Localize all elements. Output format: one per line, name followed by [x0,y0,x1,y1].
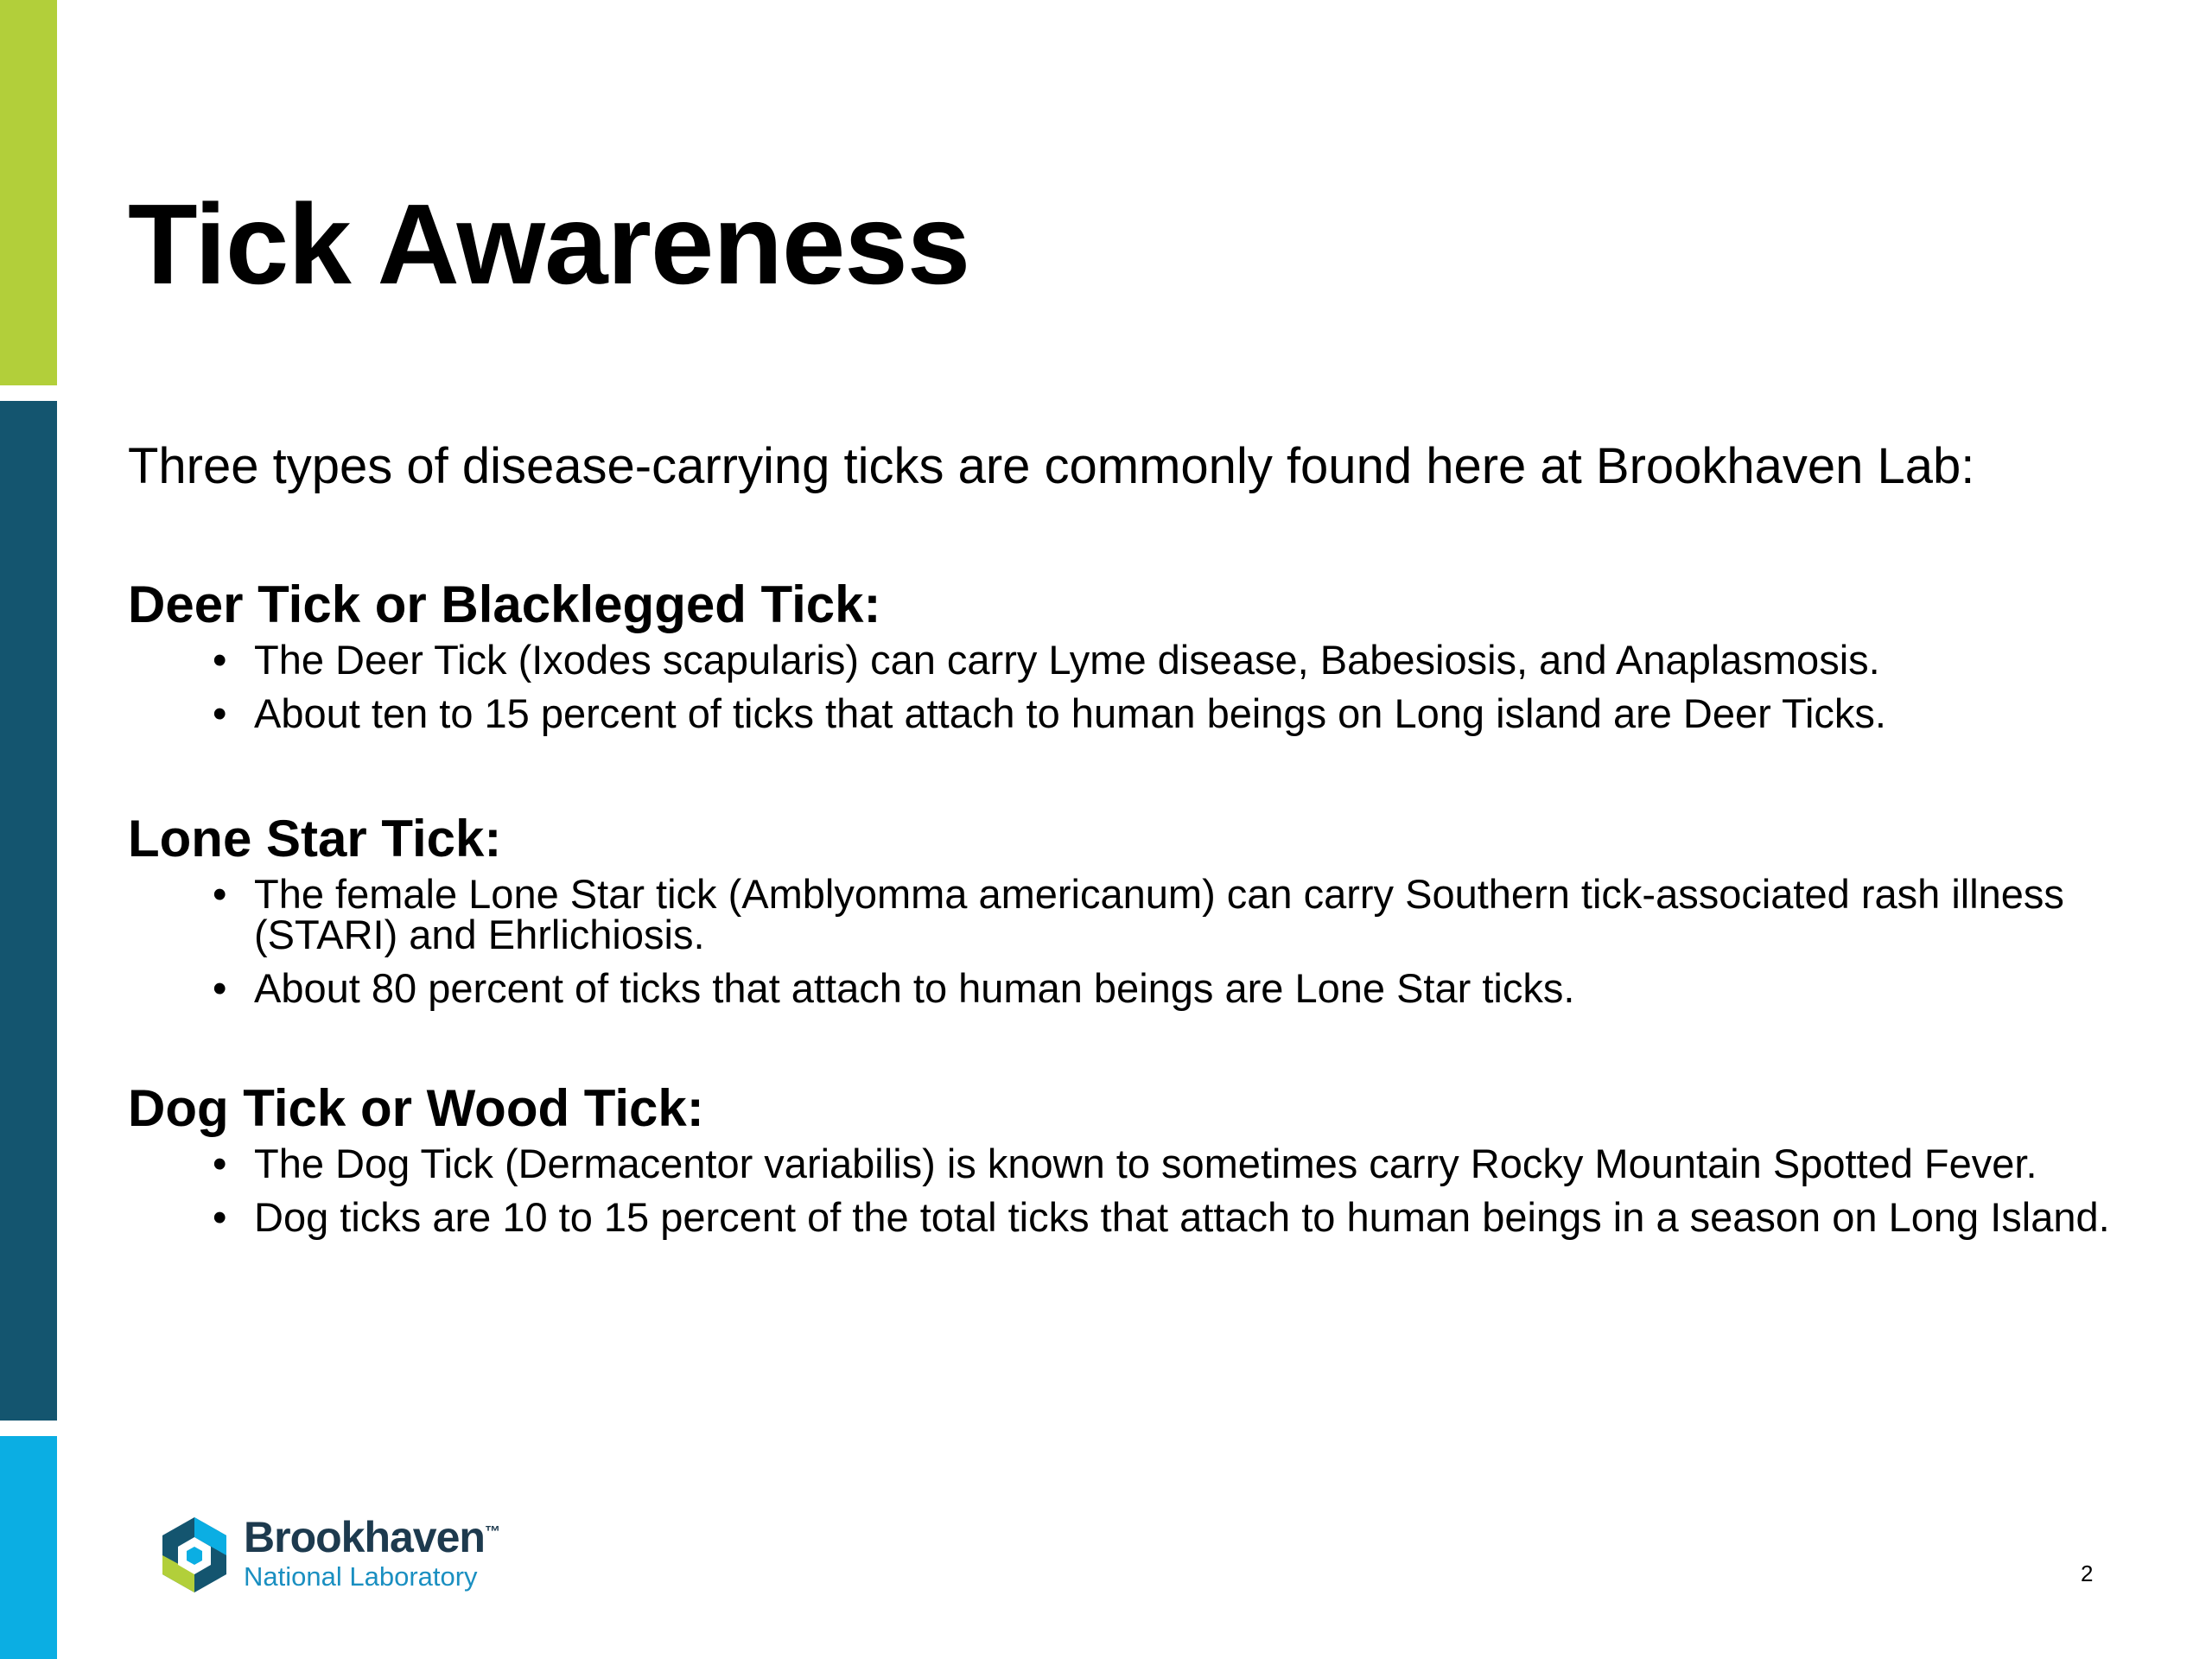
bullet-icon: • [213,637,227,683]
brookhaven-hexagon-icon [157,1514,232,1597]
accent-bar-green [0,0,57,385]
accent-bar-navy [0,401,57,1421]
list-item [213,871,2115,957]
list-item-text: The female Lone Star tick (Amblyomma americanum) can carry Southern tick-associated rash illness (STARI) and Ehrlichiosis. [254,871,2064,957]
bullet-icon: • [213,965,227,1011]
section-dog-tick [128,1077,2115,1250]
list-item-text: About ten to 15 percent of ticks that attach to human beings on Long island are Deer Ticks. [254,690,1886,736]
accent-bar-cyan [0,1436,57,1659]
list-item-text: Dog ticks are 10 to 15 percent of the total ticks that attach to human beings in a season on Long Island. [254,1194,2110,1240]
section-deer-tick [128,574,2115,747]
list-item [213,965,2115,1011]
section-heading: Dog Tick or Wood Tick: [128,1079,704,1137]
bullet-icon: • [213,871,227,917]
bullet-icon: • [213,1141,227,1186]
list-item [213,1194,2115,1240]
list-item-text: The Dog Tick (Dermacentor variabilis) is known to sometimes carry Rocky Mountain Spotted Fever. [254,1141,2037,1186]
intro-text: Three types of disease-carrying ticks are commonly found here at Brookhaven Lab: [128,438,1975,494]
logo-subtitle: National Laboratory [244,1561,478,1592]
logo-name: Brookhaven™ [244,1513,499,1561]
section-lone-star-tick [128,808,2115,1021]
bullet-list [128,871,2115,1011]
bullet-list [128,639,2115,734]
brookhaven-logo [157,1514,520,1600]
list-item-text: The Deer Tick (Ixodes scapularis) can carry Lyme disease, Babesiosis, and Anaplasmosis. [254,637,1880,683]
bullet-list [128,1141,2115,1240]
bullet-icon: • [213,690,227,736]
list-item [213,690,2115,736]
list-item-text: About 80 percent of ticks that attach to human beings are Lone Star ticks. [254,965,1575,1011]
page-number: 2 [2081,1560,2094,1586]
list-item [213,637,2115,683]
list-item [213,1141,2115,1186]
section-heading: Lone Star Tick: [128,810,502,868]
bullet-icon: • [213,1194,227,1240]
section-heading: Deer Tick or Blacklegged Tick: [128,575,881,633]
slide-title: Tick Awareness [128,181,970,308]
